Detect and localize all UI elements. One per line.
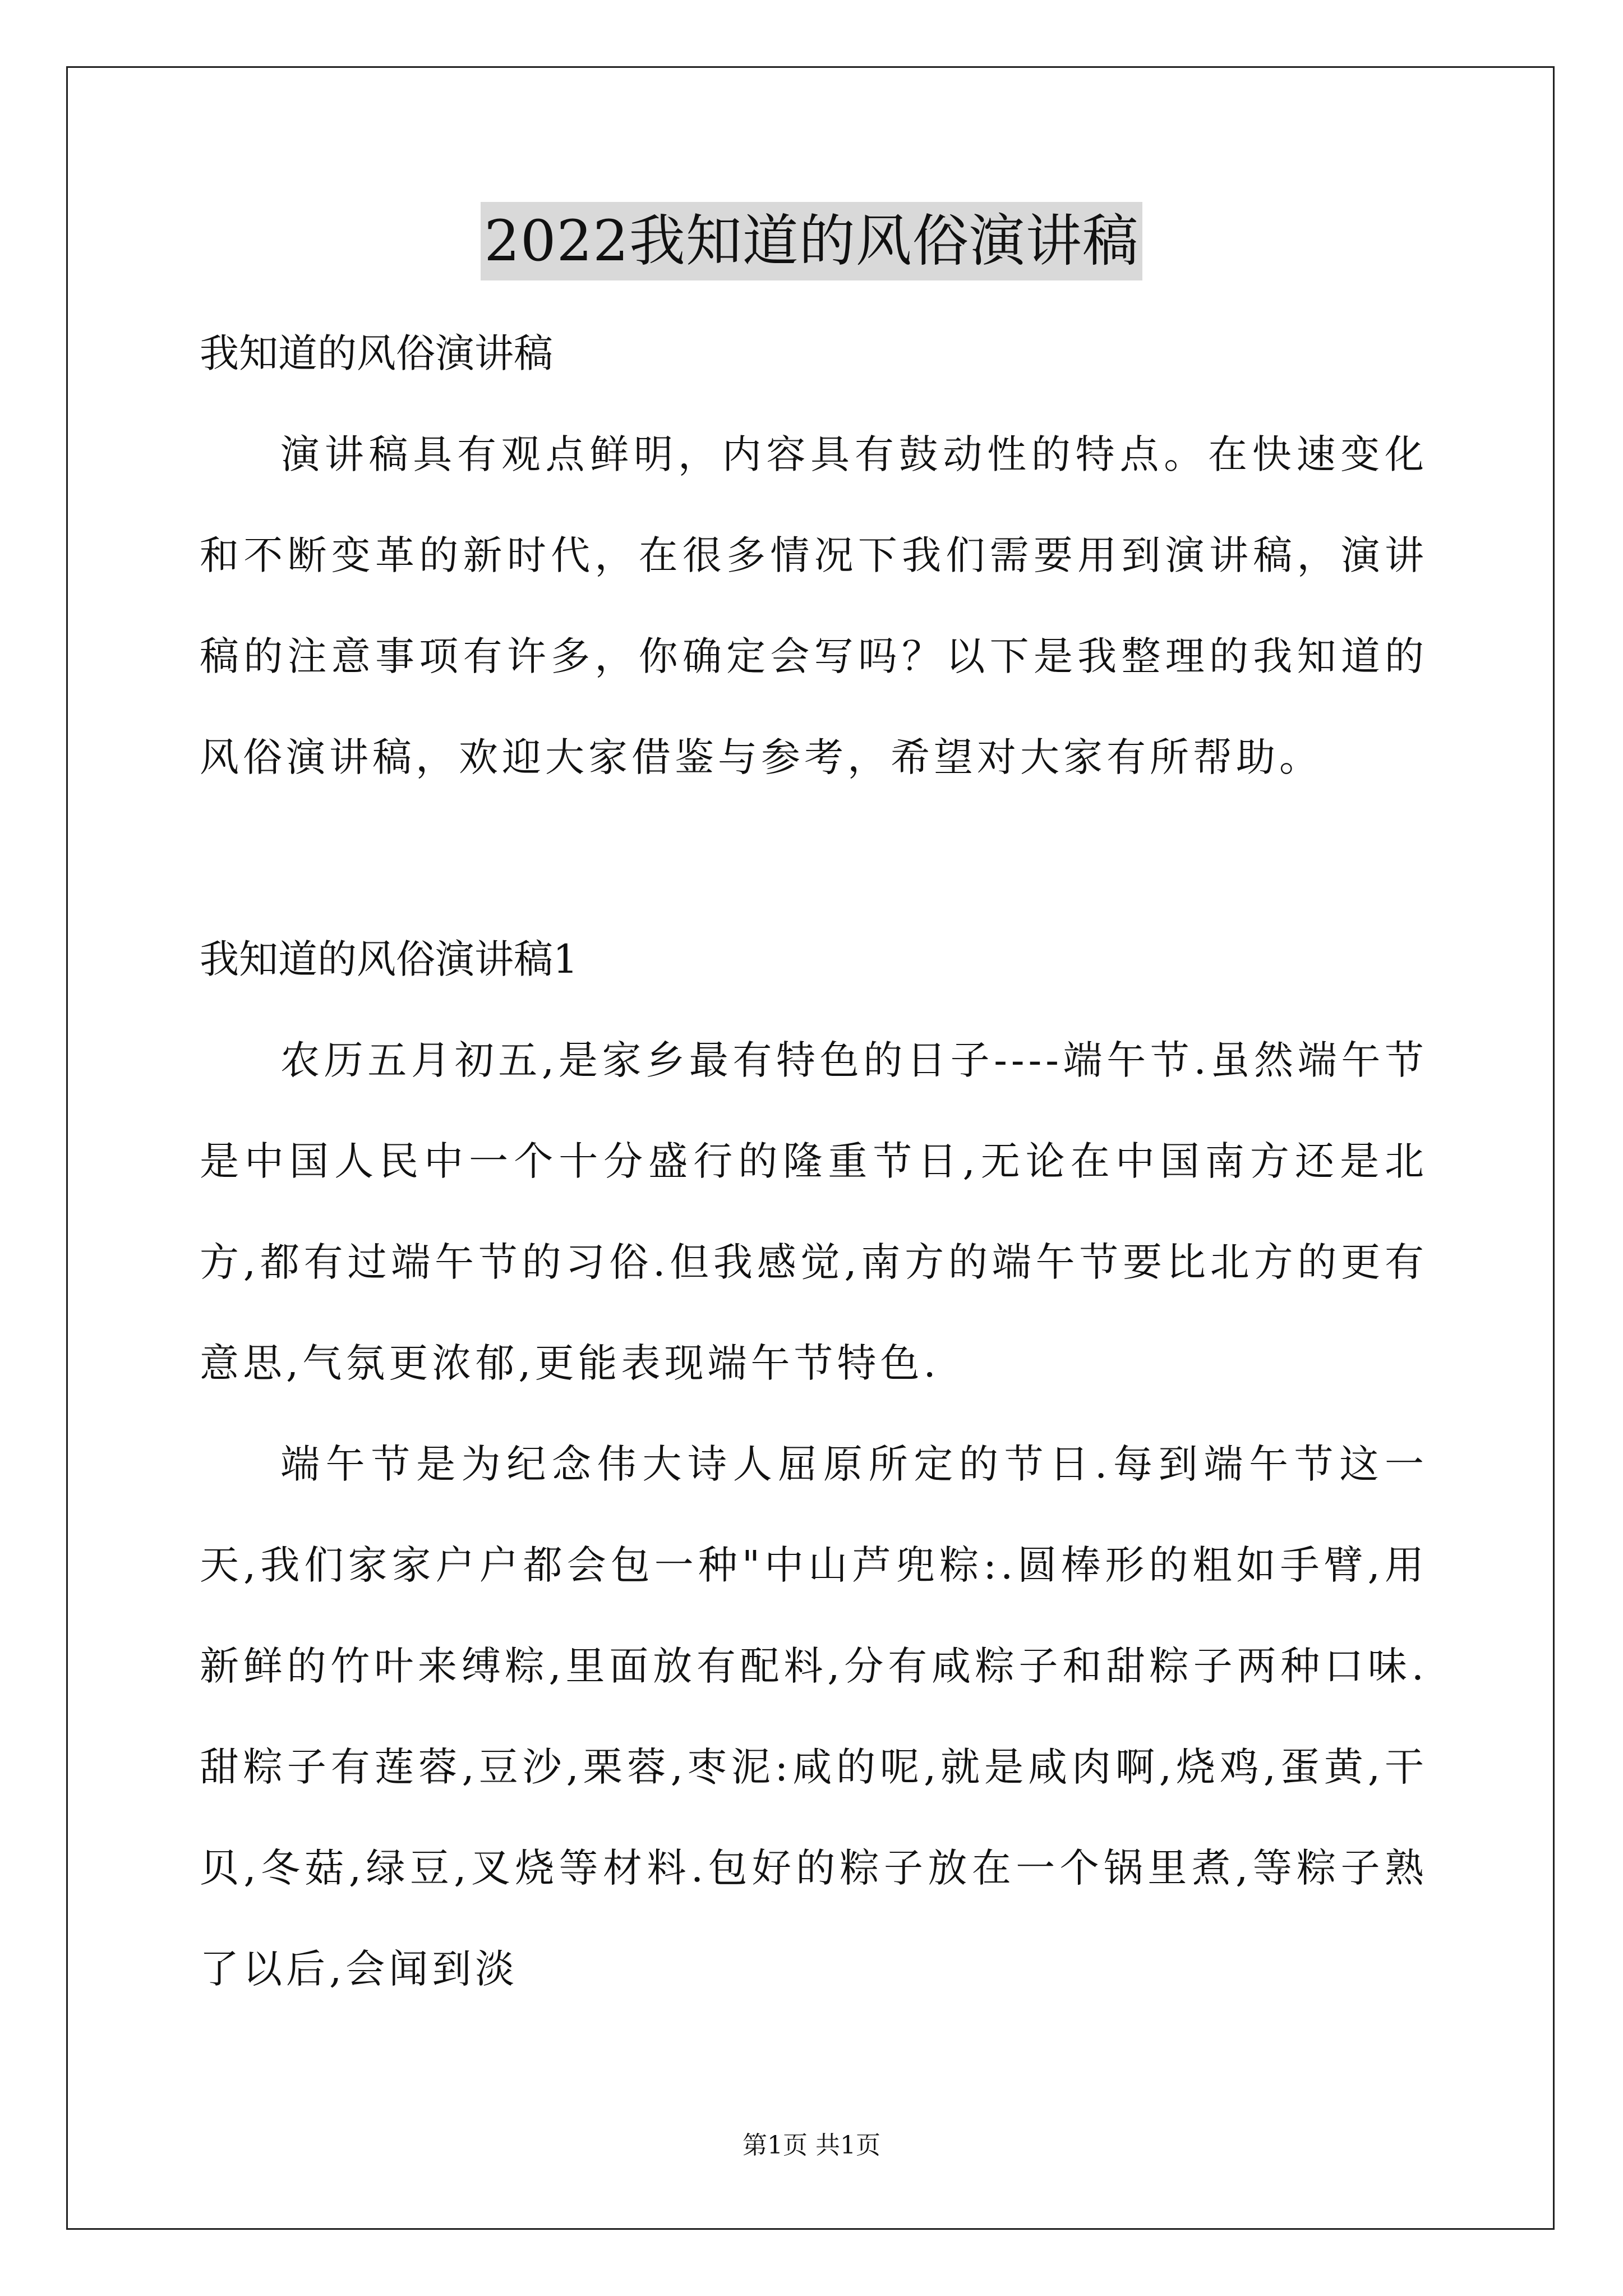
intro-paragraph: 演讲稿具有观点鲜明，内容具有鼓动性的特点。在快速变化和不断变革的新时代，在很多情况下我们需要用到演讲稿，演讲稿的注意事项有许多，你确定会写吗？以下是我整理的我知道的风俗演讲稿，欢迎大家借鉴与参考，希望对大家有所帮助。 bbox=[200, 431, 1428, 780]
document-body bbox=[200, 303, 1428, 2019]
page-footer: 第1页 共1页 bbox=[743, 2131, 880, 2160]
intro-heading: 我知道的风俗演讲稿 bbox=[200, 330, 553, 376]
document-title: 2022我知道的风俗演讲稿 bbox=[481, 202, 1142, 280]
section-heading: 我知道的风俗演讲稿1 bbox=[200, 936, 578, 982]
body-paragraph: 农历五月初五,是家乡最有特色的日子----端午节.虽然端午节是中国人民中一个十分盛行的隆重节日,无论在中国南方还是北方,都有过端午节的习俗.但我感觉,南方的端午节要比北方的更有意思,气氛更浓郁,更能表现端午节特色. bbox=[200, 1037, 1428, 1386]
title-container bbox=[0, 202, 1623, 280]
section-spacer bbox=[200, 808, 1428, 909]
body-paragraph: 端午节是为纪念伟大诗人屈原所定的节日.每到端午节这一天,我们家家户户都会包一种"中山芦兜粽:.圆棒形的粗如手臂,用新鲜的竹叶来缚粽,里面放有配料,分有咸粽子和甜粽子两种口味.甜粽子有莲蓉,豆沙,栗蓉,枣泥:咸的呢,就是咸肉啊,烧鸡,蛋黄,干贝,冬菇,绿豆,叉烧等材料.包好的粽子放在一个锅里煮,等粽子熟了以后,会闻到淡 bbox=[200, 1441, 1428, 1992]
